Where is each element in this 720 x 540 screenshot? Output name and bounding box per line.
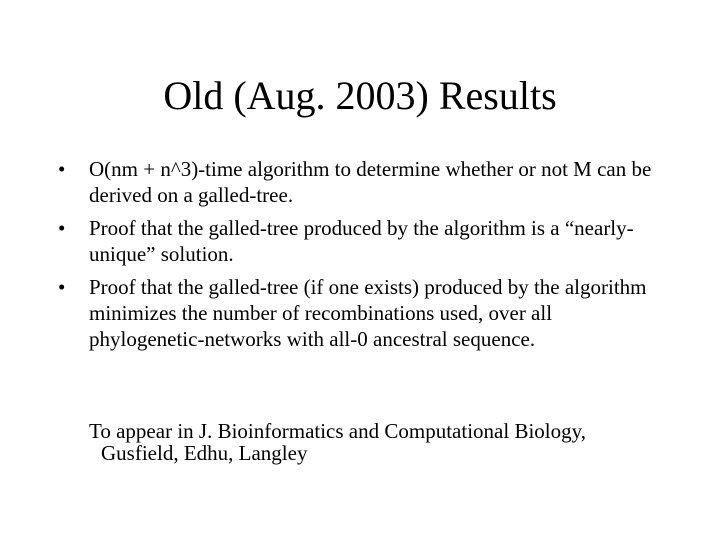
bullet-text: Proof that the galled-tree produced by the algorithm is a “nearly-unique” solution.	[89, 216, 634, 266]
citation-journal: To appear in J. Bioinformatics and Computational Biology,	[89, 419, 587, 443]
citation-authors: Gusfield, Edhu, Langley	[101, 441, 308, 465]
bullet-text: Proof that the galled-tree (if one exists) produced by the algorithm minimizes the number of recombinations used, over all phylogenetic-networks with all-0 ancestral sequence.	[89, 275, 647, 351]
bullet-marker: •	[58, 216, 66, 240]
bullet-marker: •	[58, 275, 66, 299]
bullet-item	[58, 215, 658, 267]
citation	[89, 420, 689, 464]
bullet-item	[58, 156, 658, 208]
bullet-item	[58, 274, 658, 352]
bullet-marker: •	[58, 157, 66, 181]
bullet-text: O(nm + n^3)-time algorithm to determine whether or not M can be derived on a galled-tree.	[89, 157, 652, 207]
bullet-list	[58, 156, 658, 359]
slide-title: Old (Aug. 2003) Results	[163, 73, 557, 118]
